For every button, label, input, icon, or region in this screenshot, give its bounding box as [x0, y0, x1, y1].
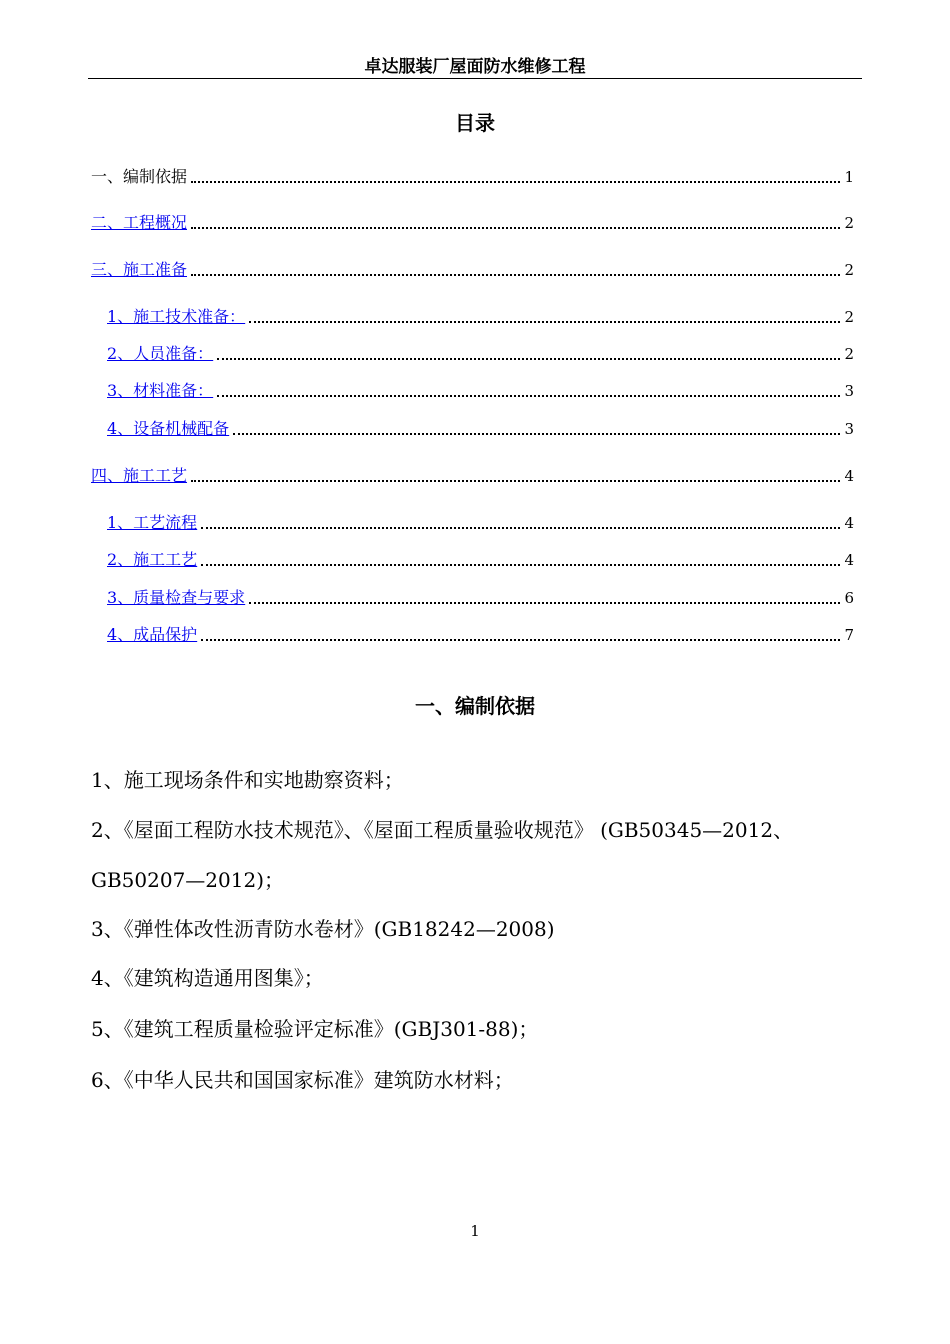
toc-entry-link[interactable]: 2、人员准备：: [107, 344, 214, 363]
toc-leader: [191, 227, 840, 229]
toc-leader: [191, 274, 840, 276]
toc-entry[interactable]: [107, 343, 854, 365]
header-rule: [88, 78, 862, 79]
toc-entry[interactable]: [91, 259, 854, 281]
toc-leader: [201, 564, 840, 566]
toc-entry-link[interactable]: 1、施工技术准备：: [107, 307, 246, 326]
toc-leader: [217, 395, 840, 397]
toc-page-number: 3: [844, 382, 854, 400]
body-paragraph: 6、《中华人民共和国国家标准》建筑防水材料；: [91, 1068, 514, 1092]
body-paragraph: 5、《建筑工程质量检验评定标准》(GBJ301-88)；: [91, 1017, 539, 1041]
toc-page-number: 4: [844, 467, 854, 485]
toc-entry-link[interactable]: 二、工程概况: [91, 213, 188, 232]
toc-page-number: 1: [844, 168, 854, 186]
toc-entry[interactable]: [107, 587, 854, 609]
toc-entry-link[interactable]: 2、施工工艺: [107, 550, 198, 569]
toc-entry-link[interactable]: 四、施工工艺: [91, 466, 188, 485]
toc-page-number: 6: [844, 589, 854, 607]
toc-entry[interactable]: [107, 512, 854, 534]
toc-entry[interactable]: [91, 212, 854, 234]
section-heading: 一、编制依据: [415, 694, 535, 718]
toc-entry[interactable]: [107, 380, 854, 402]
toc-entry-link[interactable]: 1、工艺流程: [107, 513, 198, 532]
toc-page-number: 7: [844, 626, 854, 644]
body-paragraph: 4、《建筑构造通用图集》；: [91, 966, 324, 990]
body-paragraph: 3、《弹性体改性沥青防水卷材》(GB18242—2008): [91, 917, 555, 941]
toc-page-number: 2: [844, 261, 854, 279]
body-paragraph: GB50207—2012)；: [91, 868, 284, 892]
toc-entry-link[interactable]: 4、成品保护: [107, 625, 198, 644]
toc-entry[interactable]: [107, 306, 854, 328]
toc-entry-label[interactable]: 一、编制依据: [91, 167, 188, 186]
toc-entry[interactable]: [107, 624, 854, 646]
toc-entry[interactable]: [91, 465, 854, 487]
toc-page-number: 2: [844, 214, 854, 232]
toc-leader: [191, 480, 840, 482]
toc-title: 目录: [455, 111, 495, 135]
toc-page-number: 2: [844, 308, 854, 326]
toc-entry-link[interactable]: 4、设备机械配备: [107, 419, 230, 438]
page-number: 1: [470, 1222, 480, 1240]
toc-entry[interactable]: [91, 166, 854, 188]
toc-leader: [233, 433, 840, 435]
toc-page-number: 4: [844, 514, 854, 532]
body-paragraph: 1、施工现场条件和实地勘察资料；: [91, 768, 404, 792]
body-paragraph: 2、《屋面工程防水技术规范》、《屋面工程质量验收规范》 (GB50345—2012、: [91, 818, 794, 842]
toc-entry-link[interactable]: 三、施工准备: [91, 260, 188, 279]
toc-leader: [249, 321, 840, 323]
toc-page-number: 4: [844, 551, 854, 569]
toc-page-number: 3: [844, 420, 854, 438]
toc-leader: [217, 358, 840, 360]
toc-entry-link[interactable]: 3、质量检查与要求: [107, 588, 246, 607]
toc-entry-link[interactable]: 3、材料准备：: [107, 381, 214, 400]
toc-page-number: 2: [844, 345, 854, 363]
toc-leader: [191, 181, 840, 183]
toc-leader: [201, 527, 840, 529]
toc-entry[interactable]: [107, 418, 854, 440]
toc-leader: [249, 602, 840, 604]
toc-leader: [201, 639, 840, 641]
toc-entry[interactable]: [107, 549, 854, 571]
header-title: 卓达服装厂屋面防水维修工程: [364, 57, 586, 77]
